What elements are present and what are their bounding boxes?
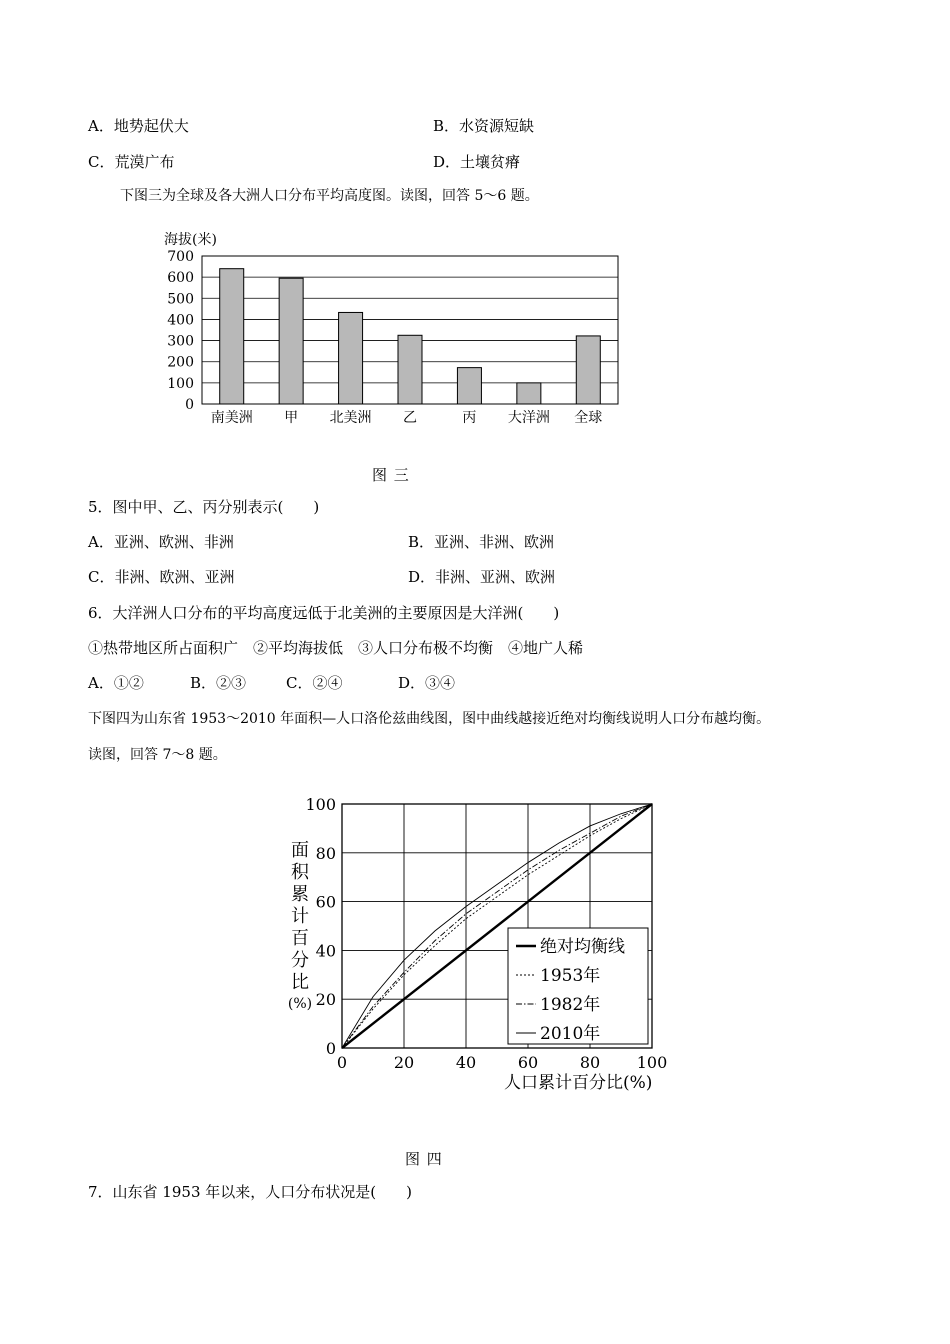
fig3-y-tick-label: 700 xyxy=(167,249,194,265)
fig4-x-tick-label: 80 xyxy=(579,1053,601,1072)
q5-option-a: A．亚洲、欧洲、非洲 xyxy=(88,533,234,551)
fig3-bar xyxy=(279,278,303,404)
fig3-x-category-label: 全球 xyxy=(574,410,603,426)
fig4-x-tick-label: 20 xyxy=(393,1053,415,1072)
fig4-x-tick-label: 60 xyxy=(517,1053,539,1072)
fig4-y-tick-label: 20 xyxy=(315,990,336,1010)
intro-7-8-line1: 下图四为山东省 1953～2010 年面积—人口洛伦兹曲线图，图中曲线越接近绝对均衡线说明人口分布越均衡。 xyxy=(88,711,771,727)
fig4-y-tick-label: 100 xyxy=(305,795,336,814)
fig3-y-tick-label: 400 xyxy=(167,312,194,329)
fig4-y-axis-label-char: 计 xyxy=(291,906,309,927)
q5-option-c: C．非洲、欧洲、亚洲 xyxy=(88,568,235,586)
fig4-x-tick-label: 40 xyxy=(455,1053,477,1072)
q6-option-b: B．②③ xyxy=(190,674,247,692)
q6-option-d: D．③④ xyxy=(398,674,456,692)
fig4-y-tick-label: 40 xyxy=(315,941,336,961)
fig4-y-axis-label-char: 面 xyxy=(291,840,309,861)
q5-stem: 5．图中甲、乙、丙分别表示( ) xyxy=(88,498,320,516)
fig4-y-axis-label-char: 百 xyxy=(291,928,309,949)
fig4-legend-label: 2010年 xyxy=(540,1024,601,1044)
q6-stem: 6．大洋洲人口分布的平均高度远低于北美洲的主要原因是大洋洲( ) xyxy=(88,604,560,622)
fig3-x-category-label: 丙 xyxy=(462,410,477,426)
fig3-x-category-label: 乙 xyxy=(403,410,417,426)
fig3-y-tick-label: 0 xyxy=(185,397,194,413)
fig4-y-tick-label: 60 xyxy=(315,892,336,912)
fig4-legend-label: 1953年 xyxy=(540,966,601,986)
q4-option-b: B．水资源短缺 xyxy=(433,117,535,135)
fig3-x-category-label: 南美洲 xyxy=(210,410,253,426)
fig3-x-category-label: 北美洲 xyxy=(329,410,372,426)
fig3-x-category-label: 甲 xyxy=(284,410,299,426)
q5-option-b: B．亚洲、非洲、欧洲 xyxy=(408,533,555,551)
fig4-y-axis-label-char: 积 xyxy=(291,862,309,883)
fig3-y-tick-label: 600 xyxy=(167,270,194,287)
figure-4-caption: 图 四 xyxy=(405,1150,443,1168)
q6-items: ①热带地区所占面积广 ②平均海拔低 ③人口分布极不均衡 ④地广人稀 xyxy=(88,639,584,657)
q4-option-d: D．土壤贫瘠 xyxy=(433,153,521,171)
fig4-legend-label: 1982年 xyxy=(540,995,601,1015)
fig3-bar xyxy=(576,336,600,404)
q4-option-c: C．荒漠广布 xyxy=(88,153,175,171)
intro-7-8-line2: 读图，回答 7～8 题。 xyxy=(88,747,227,763)
figure-3-bar-chart xyxy=(150,226,630,436)
figure-4-lorenz-chart xyxy=(280,790,680,1100)
fig3-y-tick-label: 500 xyxy=(167,291,194,308)
fig4-y-tick-label: 80 xyxy=(315,843,336,863)
fig3-y-tick-label: 200 xyxy=(167,354,194,371)
fig4-y-axis-label xyxy=(288,840,312,1012)
fig4-y-axis-label-char: 分 xyxy=(291,950,309,971)
fig4-x-tick-label: 100 xyxy=(636,1053,668,1072)
q6-option-a: A．①② xyxy=(88,674,144,692)
fig4-legend-label: 绝对均衡线 xyxy=(540,937,625,957)
fig3-bar xyxy=(339,312,363,404)
fig4-y-axis-label-char: 累 xyxy=(291,884,309,905)
fig3-bar xyxy=(220,269,244,404)
q4-option-a: A．地势起伏大 xyxy=(88,117,189,135)
fig4-x-axis-label: 人口累计百分比(%) xyxy=(504,1073,653,1093)
figure-3-caption: 图 三 xyxy=(372,466,410,484)
fig4-y-tick-label: 0 xyxy=(325,1039,336,1058)
fig3-y-tick-label: 100 xyxy=(167,375,194,392)
fig4-y-axis-label-unit: (%) xyxy=(287,996,313,1012)
q7-stem: 7．山东省 1953 年以来，人口分布状况是( ) xyxy=(88,1183,412,1201)
intro-5-6: 下图三为全球及各大洲人口分布平均高度图。读图，回答 5～6 题。 xyxy=(120,188,539,204)
fig3-bar xyxy=(398,335,422,404)
fig4-x-tick-label: 0 xyxy=(336,1053,348,1072)
fig3-bar xyxy=(457,368,481,404)
q6-option-c: C．②④ xyxy=(286,674,343,692)
fig3-y-tick-label: 300 xyxy=(167,333,194,350)
fig4-y-axis-label-char: 比 xyxy=(291,972,309,993)
q5-option-d: D．非洲、亚洲、欧洲 xyxy=(408,568,556,586)
fig3-y-axis-label: 海拔(米) xyxy=(164,232,217,248)
fig3-x-category-label: 大洋洲 xyxy=(507,410,550,426)
fig3-bar xyxy=(517,383,541,404)
